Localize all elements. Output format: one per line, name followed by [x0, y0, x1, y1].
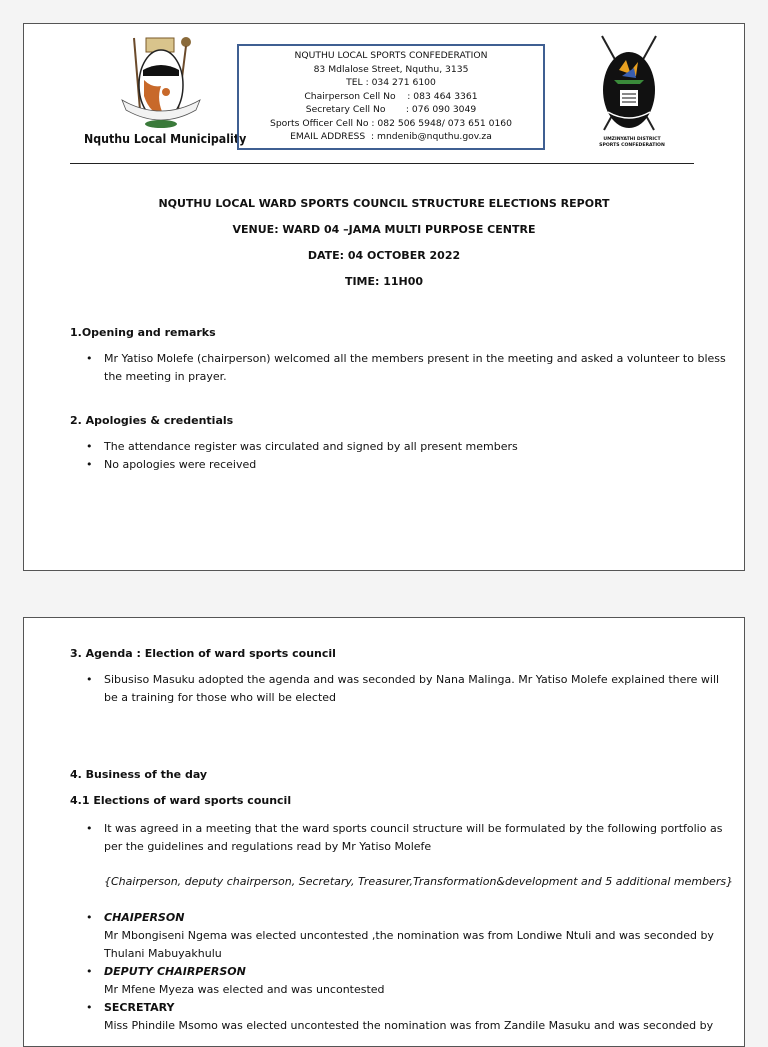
list-item-text	[104, 999, 734, 1035]
list-item	[86, 456, 734, 474]
contact-line: 83 Mdlalose Street, Nquthu, 3135	[313, 63, 469, 75]
bullet-icon: •	[86, 1001, 93, 1014]
subsection-title-elections: 4.1 Elections of ward sports council	[70, 794, 292, 807]
list-item	[86, 820, 734, 860]
report-venue: VENUE: WARD 04 –JAMA MULTI PURPOSE CENTRE	[232, 223, 536, 236]
list-item-text: Sibusiso Masuku adopted the agenda and was seconded by Nana Malinga. Mr Yatiso Molefe explained there will be a training for those who will be elected	[104, 673, 720, 704]
list-item-text: It was agreed in a meeting that the ward sports council structure will be formulated by the following portfolio as per the guidelines and regulations read by Mr Yatiso Molefe	[104, 822, 723, 853]
list-item	[86, 438, 734, 456]
contact-line: TEL : 034 271 6100	[346, 77, 436, 88]
district-shield-icon	[584, 32, 674, 136]
contact-info-box	[237, 44, 545, 150]
district-logo	[584, 32, 674, 152]
list-item	[86, 350, 734, 390]
section-title-opening: 1.Opening and remarks	[70, 326, 216, 339]
document-page-2	[23, 617, 745, 1047]
district-caption	[584, 137, 680, 148]
election-detail: Mr Mfene Myeza was elected and was uncontested	[104, 983, 385, 996]
list-item-text: The attendance register was circulated and signed by all present members	[104, 440, 518, 453]
list-item	[86, 671, 734, 711]
role-label: SECRETARY	[104, 1001, 175, 1014]
section-title-business: 4. Business of the day	[70, 768, 208, 781]
contact-line: Chairperson Cell No : 083 464 3361	[304, 90, 478, 102]
municipality-shield-icon	[116, 30, 206, 140]
contact-line: Secretary Cell No : 076 090 3049	[305, 104, 477, 115]
bullet-icon: •	[86, 458, 93, 471]
list-item	[86, 999, 734, 1035]
list-item	[86, 963, 734, 999]
report-date: DATE: 04 OCTOBER 2022	[307, 249, 461, 262]
bullet-icon: •	[86, 822, 93, 835]
bullet-icon: •	[86, 440, 93, 453]
list-item-text: Mr Yatiso Molefe (chairperson) welcomed all the members present in the meeting and asked a volunteer to bless the meeting in prayer.	[104, 352, 726, 383]
list-item-text	[104, 963, 734, 999]
election-detail: Miss Phindile Msomo was elected uncontested the nomination was from Zandile Masuku and was seconded by	[104, 1019, 714, 1032]
list-item	[86, 909, 734, 963]
municipality-name: Nquthu Local Municipality	[84, 132, 247, 146]
district-caption-line: SPORTS CONFEDERATION	[599, 142, 665, 148]
report-title: NQUTHU LOCAL WARD SPORTS COUNCIL STRUCTURE ELECTIONS REPORT	[158, 197, 610, 210]
bullet-icon: •	[86, 673, 93, 686]
bullet-icon: •	[86, 352, 93, 365]
header-divider	[70, 163, 694, 164]
section-title-agenda: 3. Agenda : Election of ward sports council	[70, 647, 336, 660]
bullet-icon: •	[86, 965, 93, 978]
bullet-icon: •	[86, 911, 93, 924]
role-label: CHAIPERSON	[104, 911, 185, 924]
election-detail: Mr Mbongiseni Ngema was elected uncontested ,the nomination was from Londiwe Ntuli and was seconded by Thulani Mabuyakhulu	[104, 929, 714, 960]
district-caption-line: UMZINYATHI DISTRICT	[603, 137, 661, 142]
role-label: DEPUTY CHAIRPERSON	[104, 965, 246, 978]
portfolio-list: {Chairperson, deputy chairperson, Secretary, Treasurer,Transformation&development and 5 additional members}	[104, 875, 734, 888]
section-title-apologies: 2. Apologies & credentials	[70, 414, 234, 427]
document-page-1	[23, 23, 745, 571]
report-time: TIME: 11H00	[344, 275, 424, 288]
contact-line: Sports Officer Cell No : 082 506 5948/ 073 651 0160	[269, 117, 512, 129]
list-item-text	[104, 909, 734, 963]
list-item-text: No apologies were received	[104, 458, 257, 471]
contact-line: NQUTHU LOCAL SPORTS CONFEDERATION	[294, 50, 488, 61]
contact-line: EMAIL ADDRESS : mndenib@nquthu.gov.za	[290, 131, 492, 142]
